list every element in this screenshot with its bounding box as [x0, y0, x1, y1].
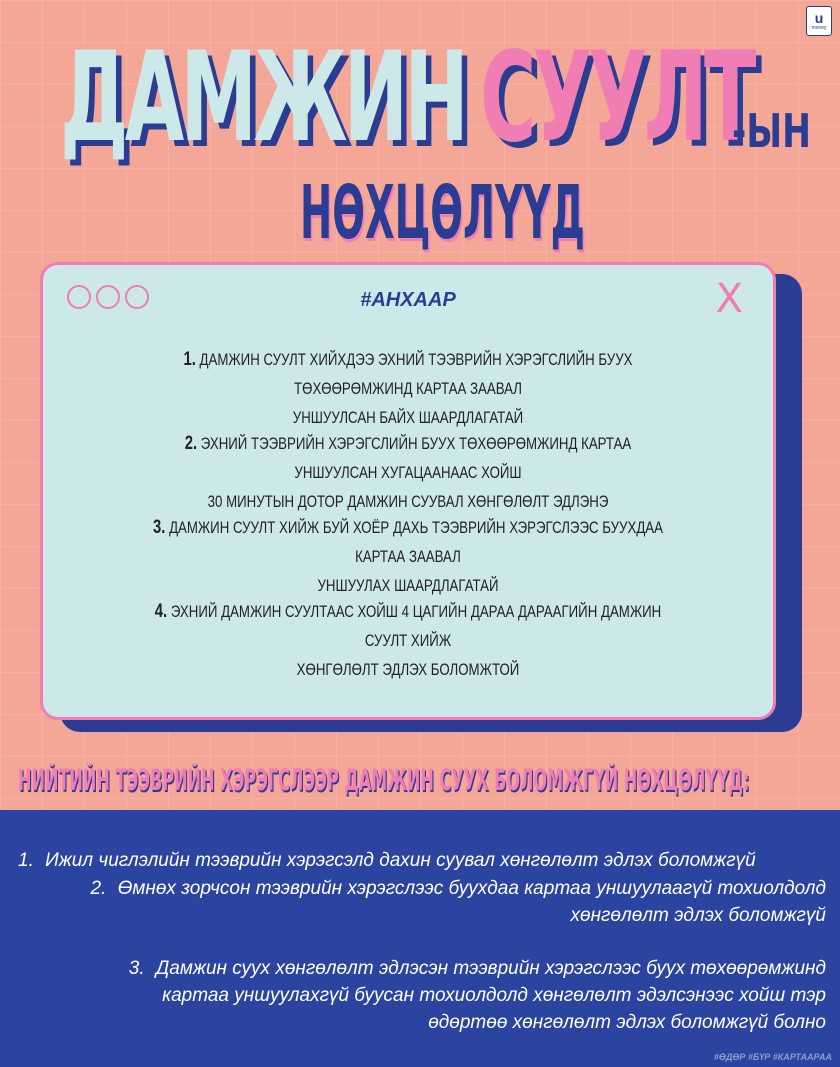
rule-text: УНШУУЛАХ ШААРДЛАГАТАЙ — [317, 576, 499, 595]
condition-text: Өмнөх зорчсон тээврийн хэрэгслээс буухдаа картаа уншуулаагүй тохиолдолд — [117, 878, 826, 899]
rules-list — [73, 345, 743, 681]
condition-text: өдөртөө хөнгөлөлт эдлэх боломжгүй болно — [428, 1012, 826, 1033]
conditions-heading: НИЙТИЙН ТЭЭВРИЙН ХЭРЭГСЛЭЭР ДАМЖИН СУУХ БОЛОМЖГҮЙ НӨХЦӨЛҮҮД: — [18, 763, 750, 797]
notice-title: #АНХААР — [360, 289, 456, 311]
title-suffix: -ЫН — [732, 104, 811, 158]
rule-item — [147, 513, 670, 597]
title-subtitle: НӨХЦӨЛҮҮД — [300, 170, 585, 256]
condition-text: хөнгөлөлт эдлэх боломжгүй — [570, 905, 826, 926]
rule-item — [147, 597, 670, 681]
rule-text: ХӨНГӨЛӨЛТ ЭДЛЭХ БОЛОМЖТОЙ — [296, 660, 520, 679]
hashtags: #ӨДӨР #БҮР #КАРТААРАА — [713, 1052, 832, 1062]
conditions-panel — [0, 810, 840, 1067]
rule-number: 4. — [154, 601, 168, 622]
rule-text: ДАМЖИН СУУЛТ ХИЙЖ БУЙ ХОЁР ДАХЬ ТЭЭВРИЙН ХЭРЭГСЛЭЭС БУУХДАА КАРТАА ЗААВАЛ — [169, 518, 663, 566]
logo-word: money — [811, 25, 827, 31]
condition-text: Дамжин суух хөнгөлөлт эдлэсэн тээврийн хэрэгслээс буух төхөөрөмжинд — [155, 958, 826, 979]
title-word-suult: СУУЛТ — [480, 26, 753, 170]
condition-number: 3. — [128, 958, 145, 979]
condition-text: Ижил чиглэлийн тээврийн хэрэгсэлд дахин суувал хөнгөлөлт эдлэх боломжгүй — [45, 850, 756, 871]
condition-item — [18, 847, 826, 874]
rule-number: 2. — [184, 433, 198, 454]
condition-item — [129, 955, 826, 1036]
rule-text: ЭХНИЙ ДАМЖИН СУУЛТААС ХОЙШ 4 ЦАГИЙН ДАРАА ДАРААГИЙН ДАМЖИН СУУЛТ ХИЙЖ — [170, 602, 662, 650]
rule-number: 1. — [183, 349, 196, 370]
rule-item — [147, 345, 670, 429]
rule-number: 3. — [153, 517, 166, 538]
condition-text: картаа уншуулахгүй буусан тохиолдолд хөнгөлөлт эдэлсэнээс хойш тэр — [162, 985, 826, 1006]
u-money-logo — [806, 6, 832, 36]
notice-window — [40, 262, 776, 720]
condition-number: 2. — [90, 878, 107, 899]
rule-text: ЭХНИЙ ТЭЭВРИЙН ХЭРЭГСЛИЙН БУУХ ТӨХӨӨРӨМЖИНД КАРТАА УНШУУЛСАН ХУГАЦААНААС ХОЙШ — [200, 434, 632, 482]
title-word-damjin: ДАМЖИН — [60, 26, 465, 170]
condition-item — [90, 875, 826, 929]
rule-text: УНШУУЛСАН БАЙХ ШААРДЛАГАТАЙ — [292, 408, 524, 427]
close-icon: X — [715, 276, 743, 322]
rule-item — [147, 429, 670, 513]
logo-mark: u — [814, 10, 824, 26]
rule-text: 30 МИНУТЫН ДОТОР ДАМЖИН СУУВАЛ ХӨНГӨЛӨЛТ ЭДЛЭНЭ — [207, 492, 609, 511]
rule-text: ДАМЖИН СУУЛТ ХИЙХДЭЭ ЭХНИЙ ТЭЭВРИЙН ХЭРЭГСЛИЙН БУУХ ТӨХӨӨРӨМЖИНД КАРТАА ЗААВАЛ — [199, 350, 633, 398]
condition-number: 1. — [18, 850, 34, 871]
